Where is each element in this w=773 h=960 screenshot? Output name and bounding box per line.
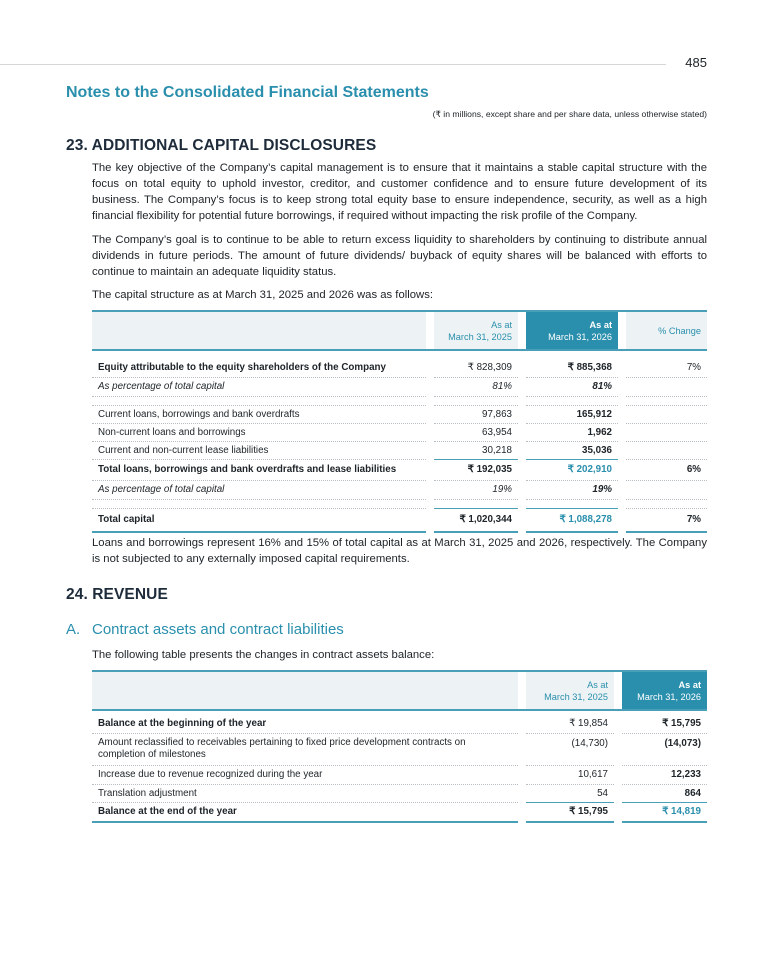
header-2026: As at March 31, 2026	[622, 671, 707, 710]
section-24-title: 24. REVENUE	[66, 586, 168, 603]
table-row: Non-current loans and borrowings 63,954 1,962	[92, 423, 707, 441]
table-row-total: Total capital ₹ 1,020,344 ₹ 1,088,278 7%	[92, 508, 707, 532]
section-23-title: 23. ADDITIONAL CAPITAL DISCLOSURES	[66, 137, 377, 154]
section-23-para-2: The Company’s goal is to continue to be able to return excess liquidity to shareholders by continuing to distribute annual dividends in future periods. The amount of future dividends/ buyback of equity shares will be balanced with efforts to continue to maintain an adequate liquidity status.	[92, 234, 707, 278]
table-row-total: Balance at the end of the year ₹ 15,795 ₹ 14,819	[92, 802, 707, 822]
section-23-para-1: The key objective of the Company’s capital management is to ensure that it maintains a stable capital structure with the focus on total equity to uphold investor, creditor, and customer confidence and to ensure future development of its business. The Company’s focus is to keep strong total equity base to ensure independence, security, as well as a high financial flexibility for potential future borrowings, if required without impacting the risk profile of the Company.	[92, 162, 707, 222]
section-23-para-3: The capital structure as at March 31, 2025 and 2026 was as follows:	[92, 289, 433, 301]
table-row: As percentage of total capital 19% 19%	[92, 480, 707, 499]
notes-title: Notes to the Consolidated Financial Statements	[66, 84, 429, 101]
subsection-a-title: A. Contract assets and contract liabilities	[66, 621, 344, 638]
header-2026: As at March 31, 2026	[526, 311, 618, 350]
section-23-para-4: Loans and borrowings represent 16% and 15% of total capital as at March 31, 2025 and 2026, respectively. The Company is not subjected to any externally imposed capital requirements.	[92, 537, 707, 565]
table-row: Current loans, borrowings and bank overdrafts 97,863 165,912	[92, 405, 707, 423]
table-header-row	[92, 671, 707, 710]
table-row: Balance at the beginning of the year ₹ 19,854 ₹ 15,795	[92, 714, 707, 733]
table-row: Equity attributable to the equity shareholders of the Company ₹ 828,309 ₹ 885,368 7%	[92, 358, 707, 377]
header-rule	[0, 64, 666, 65]
header-2025: As at March 31, 2025	[434, 311, 518, 350]
header-label-cell	[92, 311, 426, 350]
table-header-row	[92, 311, 707, 350]
table-row: Increase due to revenue recognized during the year 10,617 12,233	[92, 765, 707, 784]
table-row: Current and non-current lease liabilities 30,218 35,036	[92, 441, 707, 459]
page-number: 485	[685, 55, 707, 70]
table-row: As percentage of total capital 81% 81%	[92, 377, 707, 396]
capital-structure-table	[92, 310, 707, 533]
contract-assets-table	[92, 670, 707, 823]
section-24-para-1: The following table presents the changes in contract assets balance:	[92, 649, 435, 661]
units-note: (₹ in millions, except share and per share data, unless otherwise stated)	[432, 109, 707, 119]
table-row: Total loans, borrowings and bank overdrafts and lease liabilities ₹ 192,035 ₹ 202,910 6%	[92, 459, 707, 480]
header-2025: As at March 31, 2025	[526, 671, 614, 710]
header-label-cell	[92, 671, 518, 710]
header-change: % Change	[626, 311, 707, 350]
table-row: Amount reclassified to receivables pertaining to fixed price development contracts on completion of milestones (14,730) (14,073)	[92, 733, 707, 765]
table-row: Translation adjustment 54 864	[92, 784, 707, 802]
